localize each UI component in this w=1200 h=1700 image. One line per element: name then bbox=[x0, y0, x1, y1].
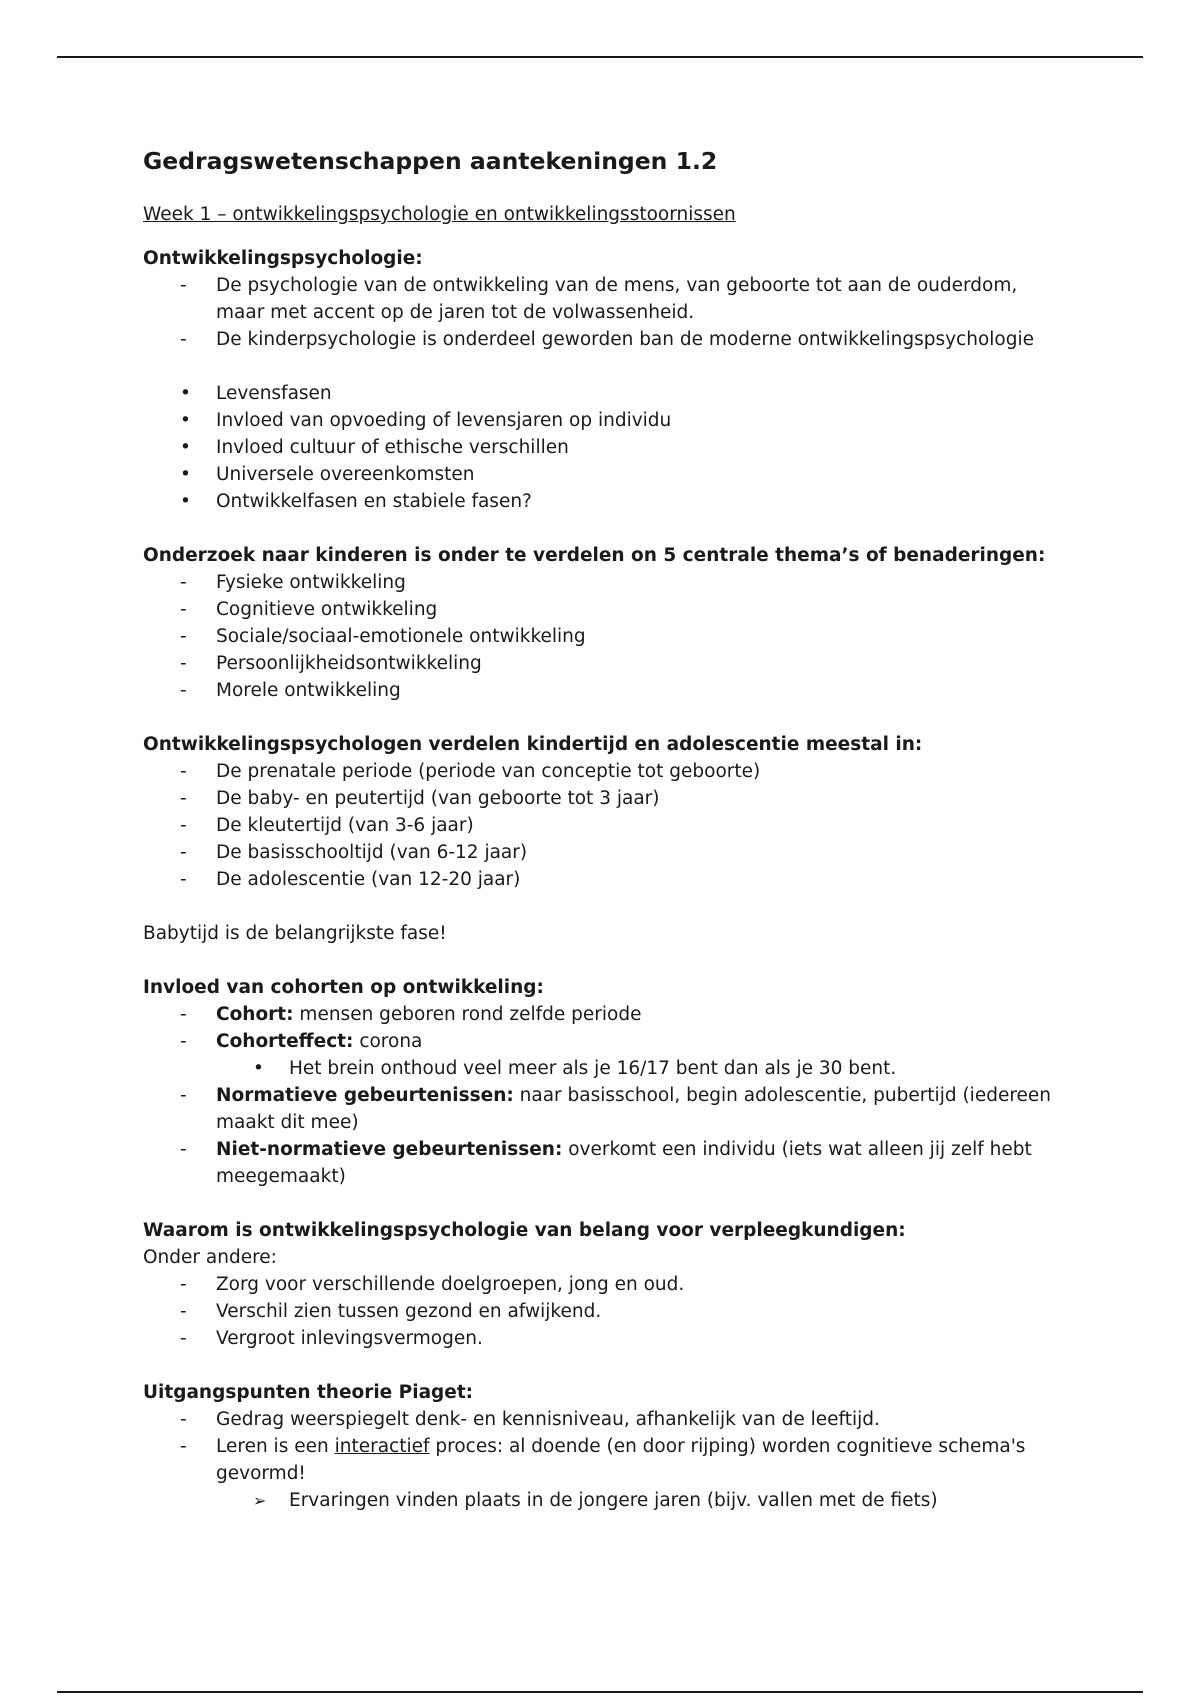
bottom-rule bbox=[57, 1691, 1143, 1693]
list-item: - Cognitieve ontwikkeling bbox=[143, 596, 1063, 623]
list-item: • Levensfasen bbox=[143, 380, 1063, 407]
bullet-marker: • bbox=[180, 410, 191, 431]
list-item: - Zorg voor verschillende doelgroepen, jong en oud. bbox=[143, 1271, 1063, 1298]
dash-marker: - bbox=[180, 842, 187, 863]
dash-marker: - bbox=[180, 680, 187, 701]
dash-marker: - bbox=[180, 329, 187, 350]
bullet-marker: • bbox=[180, 464, 191, 485]
bullet-marker: • bbox=[253, 1058, 264, 1079]
sub-list-item: • Het brein onthoud veel meer als je 16/17 bent dan als je 30 bent. bbox=[143, 1055, 1063, 1082]
dash-marker: - bbox=[180, 599, 187, 620]
list-item: - Fysieke ontwikkeling bbox=[143, 569, 1063, 596]
sub-list-item: ➢ Ervaringen vinden plaats in de jongere jaren (bijv. vallen met de fiets) bbox=[143, 1487, 1063, 1514]
dash-marker: - bbox=[180, 869, 187, 890]
section-heading: Ontwikkelingspsychologie: bbox=[143, 248, 423, 269]
list-item: - Sociale/sociaal-emotionele ontwikkeling bbox=[143, 623, 1063, 650]
list-item: - De kinderpsychologie is onderdeel geworden ban de moderne ontwikkelingspsychologie bbox=[143, 326, 1063, 353]
underlined-term: interactief bbox=[334, 1436, 430, 1457]
list-item: - De baby- en peutertijd (van geboorte tot 3 jaar) bbox=[143, 785, 1063, 812]
dash-marker: - bbox=[180, 1031, 187, 1052]
list-item: - De basisschooltijd (van 6-12 jaar) bbox=[143, 839, 1063, 866]
dash-marker: - bbox=[180, 572, 187, 593]
list-item: - Niet-normatieve gebeurtenissen: overkomt een individu (iets wat alleen jij zelf hebt meegemaakt) bbox=[143, 1136, 1063, 1190]
dash-marker: - bbox=[180, 1409, 187, 1430]
list-item: - Cohorteffect: corona bbox=[143, 1028, 1063, 1055]
list-item: - Verschil zien tussen gezond en afwijkend. bbox=[143, 1298, 1063, 1325]
dash-marker: - bbox=[180, 788, 187, 809]
document-title: Gedragswetenschappen aantekeningen 1.2 bbox=[143, 147, 718, 175]
section-heading: Ontwikkelingspsychologen verdelen kindertijd en adolescentie meestal in: bbox=[143, 734, 923, 755]
term: Cohorteffect: bbox=[216, 1031, 354, 1052]
bullet-marker: • bbox=[180, 437, 191, 458]
list-item: • Invloed van opvoeding of levensjaren op individu bbox=[143, 407, 1063, 434]
list-item: - De kleutertijd (van 3-6 jaar) bbox=[143, 812, 1063, 839]
bullet-marker: • bbox=[180, 383, 191, 404]
term: Cohort: bbox=[216, 1004, 294, 1025]
top-rule bbox=[57, 56, 1143, 58]
list-item: • Universele overeenkomsten bbox=[143, 461, 1063, 488]
dash-marker: - bbox=[180, 1004, 187, 1025]
list-item: - De prenatale periode (periode van conceptie tot geboorte) bbox=[143, 758, 1063, 785]
dash-marker: - bbox=[180, 1328, 187, 1349]
section-heading: Uitgangspunten theorie Piaget: bbox=[143, 1382, 474, 1403]
list-item: • Invloed cultuur of ethische verschillen bbox=[143, 434, 1063, 461]
list-item: - Persoonlijkheidsontwikkeling bbox=[143, 650, 1063, 677]
week-heading: Week 1 – ontwikkelingspsychologie en ontwikkelingsstoornissen bbox=[143, 204, 736, 225]
list-item: - Morele ontwikkeling bbox=[143, 677, 1063, 704]
term: Normatieve gebeurtenissen: bbox=[216, 1085, 514, 1106]
dash-marker: - bbox=[180, 815, 187, 836]
dash-marker: - bbox=[180, 1436, 187, 1457]
list-item: - De psychologie van de ontwikkeling van de mens, van geboorte tot aan de ouderdom, maar met accent op de jaren tot de volwassenheid. bbox=[143, 272, 1063, 326]
document-body bbox=[143, 143, 1063, 1514]
list-item: - Vergroot inlevingsvermogen. bbox=[143, 1325, 1063, 1352]
section-heading: Invloed van cohorten op ontwikkeling: bbox=[143, 977, 544, 998]
list-item: - Leren is een interactief proces: al doende (en door rijping) worden cognitieve schema's gevormd! bbox=[143, 1433, 1063, 1487]
dash-marker: - bbox=[180, 1085, 187, 1106]
dash-marker: - bbox=[180, 275, 187, 296]
dash-marker: - bbox=[180, 626, 187, 647]
dash-marker: - bbox=[180, 1139, 187, 1160]
term: Niet-normatieve gebeurtenissen: bbox=[216, 1139, 563, 1160]
dash-marker: - bbox=[180, 1274, 187, 1295]
section-intro: Onder andere: bbox=[143, 1247, 277, 1268]
list-item: - Gedrag weerspiegelt denk- en kennisniveau, afhankelijk van de leeftijd. bbox=[143, 1406, 1063, 1433]
dash-marker: - bbox=[180, 761, 187, 782]
dash-marker: - bbox=[180, 1301, 187, 1322]
section-heading: Waarom is ontwikkelingspsychologie van belang voor verpleegkundigen: bbox=[143, 1220, 906, 1241]
section-heading: Onderzoek naar kinderen is onder te verdelen on 5 centrale thema’s of benaderingen: bbox=[143, 545, 1046, 566]
list-item: - Normatieve gebeurtenissen: naar basisschool, begin adolescentie, pubertijd (iedereen maakt dit mee) bbox=[143, 1082, 1063, 1136]
list-item: - Cohort: mensen geboren rond zelfde periode bbox=[143, 1001, 1063, 1028]
arrow-bullet-icon: ➢ bbox=[253, 1491, 267, 1510]
list-item: • Ontwikkelfasen en stabiele fasen? bbox=[143, 488, 1063, 515]
note-text: Babytijd is de belangrijkste fase! bbox=[143, 923, 447, 944]
bullet-marker: • bbox=[180, 491, 191, 512]
list-item: - De adolescentie (van 12-20 jaar) bbox=[143, 866, 1063, 893]
dash-marker: - bbox=[180, 653, 187, 674]
